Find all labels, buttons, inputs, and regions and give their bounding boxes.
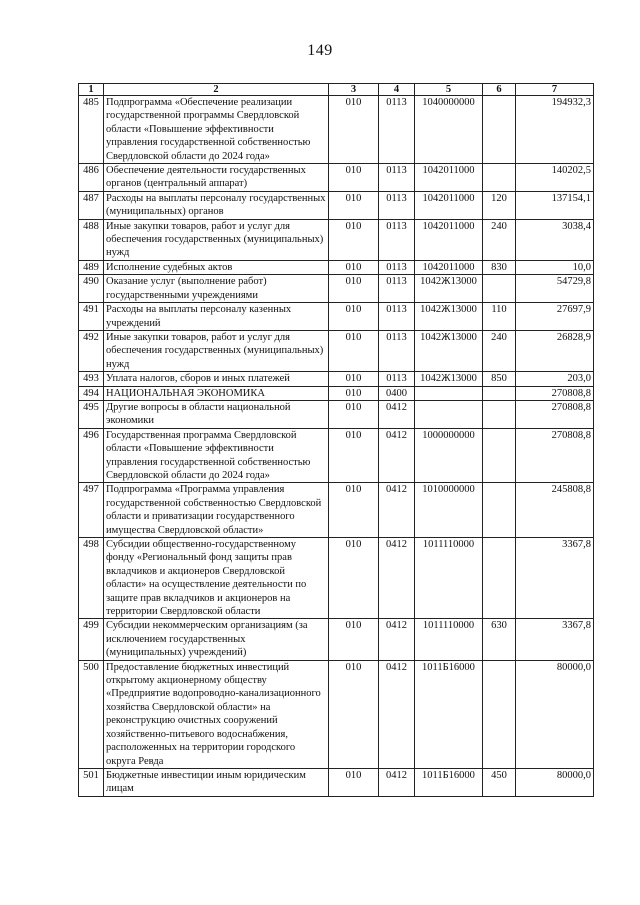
row-ministry-code: 010: [329, 260, 379, 274]
row-section-code: 0412: [379, 619, 415, 660]
row-amount: 194932,3: [516, 96, 594, 164]
table-row: [79, 400, 594, 428]
row-target-code: 1011Б16000: [415, 768, 483, 796]
header-col-1: 1: [79, 84, 104, 96]
row-number: 496: [79, 428, 104, 483]
budget-table: [78, 83, 594, 797]
row-expense-type: [483, 428, 516, 483]
row-name: Расходы на выплаты персоналу государственных (муниципальных) органов: [104, 191, 329, 219]
row-number: 494: [79, 386, 104, 400]
row-number: 501: [79, 768, 104, 796]
header-col-2: 2: [104, 84, 329, 96]
row-amount: 270808,8: [516, 400, 594, 428]
table-row: [79, 619, 594, 660]
row-section-code: 0113: [379, 96, 415, 164]
row-ministry-code: 010: [329, 96, 379, 164]
row-target-code: 1042Ж13000: [415, 275, 483, 303]
table-row: [79, 428, 594, 483]
row-target-code: 1042Ж13000: [415, 330, 483, 371]
row-number: 486: [79, 164, 104, 192]
row-name: Оказание услуг (выполнение работ) государственными учреждениями: [104, 275, 329, 303]
row-amount: 270808,8: [516, 386, 594, 400]
row-expense-type: [483, 275, 516, 303]
row-section-code: 0113: [379, 372, 415, 386]
row-number: 491: [79, 303, 104, 331]
row-expense-type: [483, 660, 516, 768]
row-name: Субсидии общественно-государственному фонду «Региональный фонд защиты прав вкладчиков и акционеров Свердловской области» на осуществление деятельности по защите прав вкладчиков и акционеров на территории Свердловской области: [104, 538, 329, 619]
row-number: 495: [79, 400, 104, 428]
row-name: Исполнение судебных актов: [104, 260, 329, 274]
row-ministry-code: 010: [329, 619, 379, 660]
row-target-code: 1042011000: [415, 260, 483, 274]
row-ministry-code: 010: [329, 303, 379, 331]
row-target-code: [415, 400, 483, 428]
row-expense-type: 240: [483, 330, 516, 371]
row-expense-type: 120: [483, 191, 516, 219]
row-target-code: 1040000000: [415, 96, 483, 164]
row-name: Иные закупки товаров, работ и услуг для обеспечения государственных (муниципальных) нужд: [104, 219, 329, 260]
row-target-code: 1042011000: [415, 164, 483, 192]
table-row: [79, 768, 594, 796]
row-amount: 137154,1: [516, 191, 594, 219]
row-amount: 3367,8: [516, 619, 594, 660]
row-number: 492: [79, 330, 104, 371]
row-section-code: 0113: [379, 260, 415, 274]
row-name: Субсидии некоммерческим организациям (за исключением государственных (муниципальных) учреждений): [104, 619, 329, 660]
row-expense-type: [483, 164, 516, 192]
row-number: 485: [79, 96, 104, 164]
row-expense-type: [483, 386, 516, 400]
table-row: [79, 330, 594, 371]
row-amount: 26828,9: [516, 330, 594, 371]
row-expense-type: 850: [483, 372, 516, 386]
row-section-code: 0113: [379, 275, 415, 303]
row-target-code: 1011110000: [415, 619, 483, 660]
row-section-code: 0412: [379, 428, 415, 483]
row-target-code: 1042Ж13000: [415, 303, 483, 331]
row-section-code: 0113: [379, 191, 415, 219]
row-section-code: 0412: [379, 400, 415, 428]
row-ministry-code: 010: [329, 191, 379, 219]
row-amount: 80000,0: [516, 768, 594, 796]
row-amount: 54729,8: [516, 275, 594, 303]
page-number: 149: [307, 42, 333, 59]
row-target-code: 1042011000: [415, 219, 483, 260]
row-number: 487: [79, 191, 104, 219]
row-expense-type: 240: [483, 219, 516, 260]
row-section-code: 0412: [379, 660, 415, 768]
row-target-code: 1010000000: [415, 483, 483, 538]
row-section-code: 0113: [379, 219, 415, 260]
row-expense-type: 830: [483, 260, 516, 274]
table-row: [79, 164, 594, 192]
header-row: [79, 84, 594, 96]
row-amount: 140202,5: [516, 164, 594, 192]
header-col-7: 7: [516, 84, 594, 96]
row-number: 498: [79, 538, 104, 619]
table-row: [79, 303, 594, 331]
row-section-code: 0113: [379, 164, 415, 192]
row-amount: 245808,8: [516, 483, 594, 538]
header-col-4: 4: [379, 84, 415, 96]
row-ministry-code: 010: [329, 660, 379, 768]
row-name: Бюджетные инвестиции иным юридическим лицам: [104, 768, 329, 796]
table-row: [79, 96, 594, 164]
row-ministry-code: 010: [329, 219, 379, 260]
row-name: Подпрограмма «Программа управления государственной собственностью Свердловской области и приватизации государственного имущества Свердловской области»: [104, 483, 329, 538]
header-col-5: 5: [415, 84, 483, 96]
row-ministry-code: 010: [329, 164, 379, 192]
row-name: Другие вопросы в области национальной экономики: [104, 400, 329, 428]
row-name: Государственная программа Свердловской области «Повышение эффективности управления государственной собственностью Свердловской области до 2024 года»: [104, 428, 329, 483]
row-amount: 270808,8: [516, 428, 594, 483]
row-name: Расходы на выплаты персоналу казенных учреждений: [104, 303, 329, 331]
row-target-code: [415, 386, 483, 400]
row-ministry-code: 010: [329, 428, 379, 483]
row-target-code: 1042Ж13000: [415, 372, 483, 386]
row-ministry-code: 010: [329, 275, 379, 303]
row-amount: 3367,8: [516, 538, 594, 619]
row-expense-type: [483, 538, 516, 619]
row-number: 490: [79, 275, 104, 303]
row-section-code: 0113: [379, 330, 415, 371]
row-ministry-code: 010: [329, 768, 379, 796]
table-row: [79, 260, 594, 274]
table-row: [79, 191, 594, 219]
table-row: [79, 538, 594, 619]
row-number: 497: [79, 483, 104, 538]
row-name: НАЦИОНАЛЬНАЯ ЭКОНОМИКА: [104, 386, 329, 400]
row-amount: 27697,9: [516, 303, 594, 331]
row-section-code: 0412: [379, 483, 415, 538]
row-name: Предоставление бюджетных инвестиций открытому акционерному обществу «Предприятие водопроводно-канализационного хозяйства Свердловской области» на реконструкцию очистных сооружений хозяйственно-питьевого водоснабжения, расположенных на территории городского округа Ревда: [104, 660, 329, 768]
row-ministry-code: 010: [329, 330, 379, 371]
row-target-code: 1000000000: [415, 428, 483, 483]
row-number: 493: [79, 372, 104, 386]
table-row: [79, 386, 594, 400]
table-row: [79, 660, 594, 768]
row-expense-type: 450: [483, 768, 516, 796]
row-ministry-code: 010: [329, 372, 379, 386]
row-target-code: 1011110000: [415, 538, 483, 619]
row-section-code: 0400: [379, 386, 415, 400]
row-section-code: 0412: [379, 768, 415, 796]
row-expense-type: 630: [483, 619, 516, 660]
row-number: 489: [79, 260, 104, 274]
table-row: [79, 483, 594, 538]
row-expense-type: 110: [483, 303, 516, 331]
row-ministry-code: 010: [329, 400, 379, 428]
row-amount: 3038,4: [516, 219, 594, 260]
row-name: Подпрограмма «Обеспечение реализации государственной программы Свердловской области «Повышение эффективности управления государственной собственностью Свердловской области до 2024 года»: [104, 96, 329, 164]
row-amount: 203,0: [516, 372, 594, 386]
row-ministry-code: 010: [329, 386, 379, 400]
row-number: 500: [79, 660, 104, 768]
row-target-code: 1011Б16000: [415, 660, 483, 768]
row-expense-type: [483, 483, 516, 538]
row-expense-type: [483, 400, 516, 428]
row-ministry-code: 010: [329, 538, 379, 619]
table-row: [79, 219, 594, 260]
row-section-code: 0113: [379, 303, 415, 331]
row-section-code: 0412: [379, 538, 415, 619]
row-name: Иные закупки товаров, работ и услуг для обеспечения государственных (муниципальных) нужд: [104, 330, 329, 371]
row-name: Обеспечение деятельности государственных органов (центральный аппарат): [104, 164, 329, 192]
header-col-3: 3: [329, 84, 379, 96]
row-amount: 10,0: [516, 260, 594, 274]
table-row: [79, 372, 594, 386]
row-expense-type: [483, 96, 516, 164]
header-col-6: 6: [483, 84, 516, 96]
row-target-code: 1042011000: [415, 191, 483, 219]
row-amount: 80000,0: [516, 660, 594, 768]
table-row: [79, 275, 594, 303]
row-number: 488: [79, 219, 104, 260]
row-name: Уплата налогов, сборов и иных платежей: [104, 372, 329, 386]
row-ministry-code: 010: [329, 483, 379, 538]
row-number: 499: [79, 619, 104, 660]
